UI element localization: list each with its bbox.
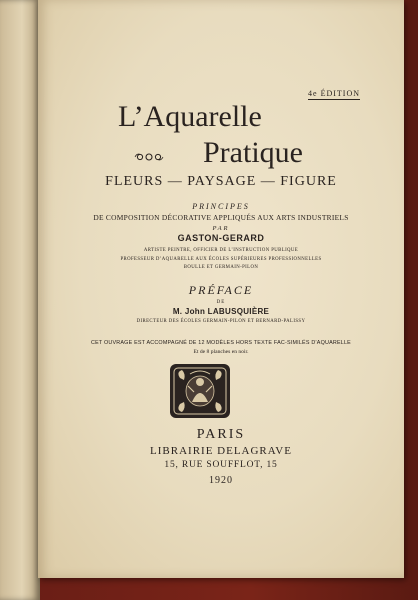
subtitle: FLEURS — PAYSAGE — FIGURE [105, 174, 337, 189]
author-credential-2: PROFESSEUR D’AQUARELLE AUX ÉCOLES SUPÉRIEURES PROFESSIONNELLES [120, 257, 322, 262]
preface-heading: PRÉFACE [188, 283, 254, 297]
imprint-address: 15, RUE SOUFFLOT, 15 [164, 460, 278, 470]
title-line-1: L’Aquarelle [118, 100, 262, 133]
imprint-year: 1920 [209, 475, 233, 486]
author-credential-3: BOULLE ET GERMAIN-PILON [183, 265, 259, 270]
edition-label: 4e ÉDITION [308, 89, 360, 98]
title-line-2: Pratique [203, 136, 303, 169]
title-page [38, 0, 404, 578]
publisher-vignette-icon [168, 362, 232, 420]
preface-de: DE [216, 300, 226, 305]
imprint-city: PARIS [196, 427, 246, 442]
preface-author: M. John LABUSQUIÈRE [172, 307, 270, 316]
preface-credential: DIRECTEUR DES ÉCOLES GERMAIN-PILON ET BERNARD-PALISSY [136, 319, 306, 324]
principes-line: DE COMPOSITION DÉCORATIVE APPLIQUÉS AUX ARTS INDUSTRIELS [93, 213, 349, 222]
imprint-publisher: LIBRAIRIE DELAGRAVE [150, 445, 292, 457]
note-line-2: Et de 8 planches en noir. [193, 349, 249, 355]
note-line-1: CET OUVRAGE EST ACCOMPAGNÉ DE 12 MODÈLES HORS TEXTE FAC-SIMILÉS D’AQUARELLE [91, 340, 351, 346]
principes-heading: PRINCIPES [192, 202, 250, 211]
par-label: PAR [212, 225, 230, 232]
author-name: GASTON-GERARD [177, 233, 265, 243]
ornament-icon [134, 151, 164, 163]
left-page-edge [0, 0, 40, 600]
author-credential-1: ARTISTE PEINTRE, OFFICIER DE L’INSTRUCTION PUBLIQUE [143, 248, 299, 253]
